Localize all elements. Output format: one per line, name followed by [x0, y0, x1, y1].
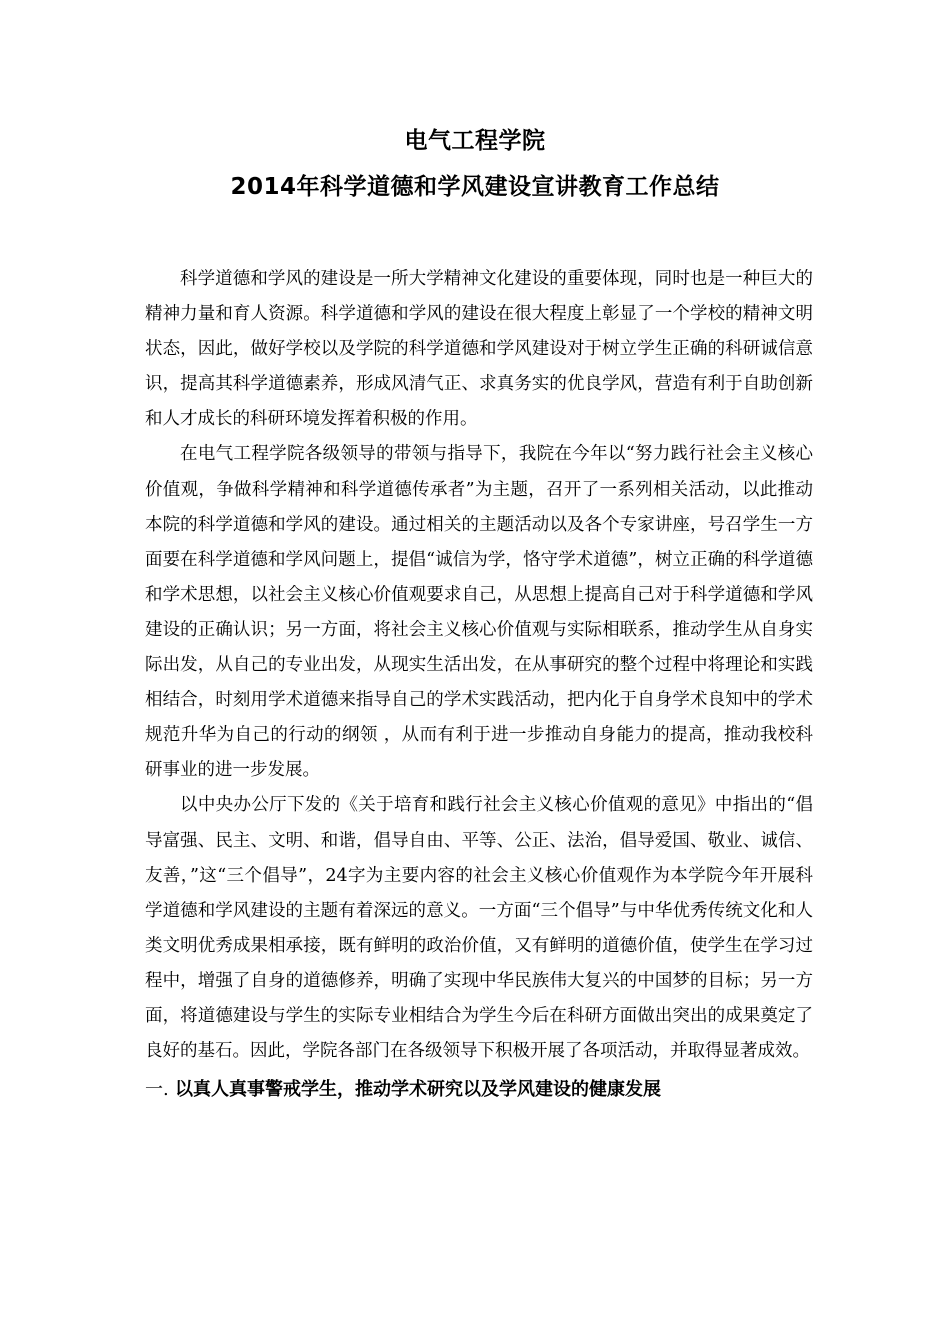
section-heading-number: 一. — [145, 1079, 169, 1101]
document-title-line-2: 2014年科学道德和学风建设宣讲教育工作总结 — [230, 174, 720, 200]
paragraph-1: 科学道德和学风的建设是一所大学精神文化建设的重要体现，同时也是一种巨大的精神力量和育人资源。科学道德和学风的建设在很大程度上彰显了一个学校的精神文明状态，因此，做好学校以及学院的科学道德和学风建设对于树立学生正确的科研诚信意识，提高其科学道德素养，形成风清气正、求真务实的优良学风，营造有利于自助创新和人才成长的科研环境发挥着积极的作用。 — [145, 269, 813, 430]
paragraph-3: 以中央办公厅下发的《关于培育和践行社会主义核心价值观的意见》中指出的“倡导富强、民主、文明、和谐，倡导自由、平等、公正、法治，倡导爱国、敬业、诚信、友善，”这“三个倡导”，24字为主要内容的社会主义核心价值观作为本学院今年开展科学道德和学风建设的主题有着深远的意义。一方面“三个倡导”与中华优秀传统文化和人类文明优秀成果相承接，既有鲜明的政治价值，又有鲜明的道德价值，使学生在学习过程中，增强了自身的道德修养，明确了实现中华民族伟大复兴的中国梦的目标；另一方面，将道德建设与学生的实际专业相结合为学生今后在科研方面做出突出的成果奠定了良好的基石。因此，学院各部门在各级领导下积极开展了各项活动，并取得显著成效。 — [145, 795, 813, 1062]
document-body — [145, 262, 813, 1109]
paragraph-2: 在电气工程学院各级领导的带领与指导下，我院在今年以“努力践行社会主义核心价值观，争做科学精神和科学道德传承者”为主题，召开了一系列相关活动，以此推动本院的科学道德和学风的建设。通过相关的主题活动以及各个专家讲座，号召学生一方面要在科学道德和学风问题上，提倡“诚信为学，恪守学术道德”，树立正确的科学道德和学术思想，以社会主义核心价值观要求自己，从思想上提高自己对于科学道德和学风建设的正确认识；另一方面，将社会主义核心价值观与实际相联系，推动学生从自身实际出发，从自己的专业出发，从现实生活出发，在从事研究的整个过程中将理论和实践相结合，时刻用学术道德来指导自己的学术实践活动，把内化于自身学术良知中的学术规范升华为自己的行动的纲领 ，从而有利于进一步推动自身能力的提高，推动我校科研事业的进一步发展。 — [145, 444, 813, 781]
section-heading-1 — [145, 1071, 813, 1109]
document-title-line-1: 电气工程学院 — [404, 128, 546, 154]
title-block — [0, 118, 950, 210]
section-heading-text: 以真人真事警戒学生，推动学术研究以及学风建设的健康发展 — [175, 1079, 662, 1101]
